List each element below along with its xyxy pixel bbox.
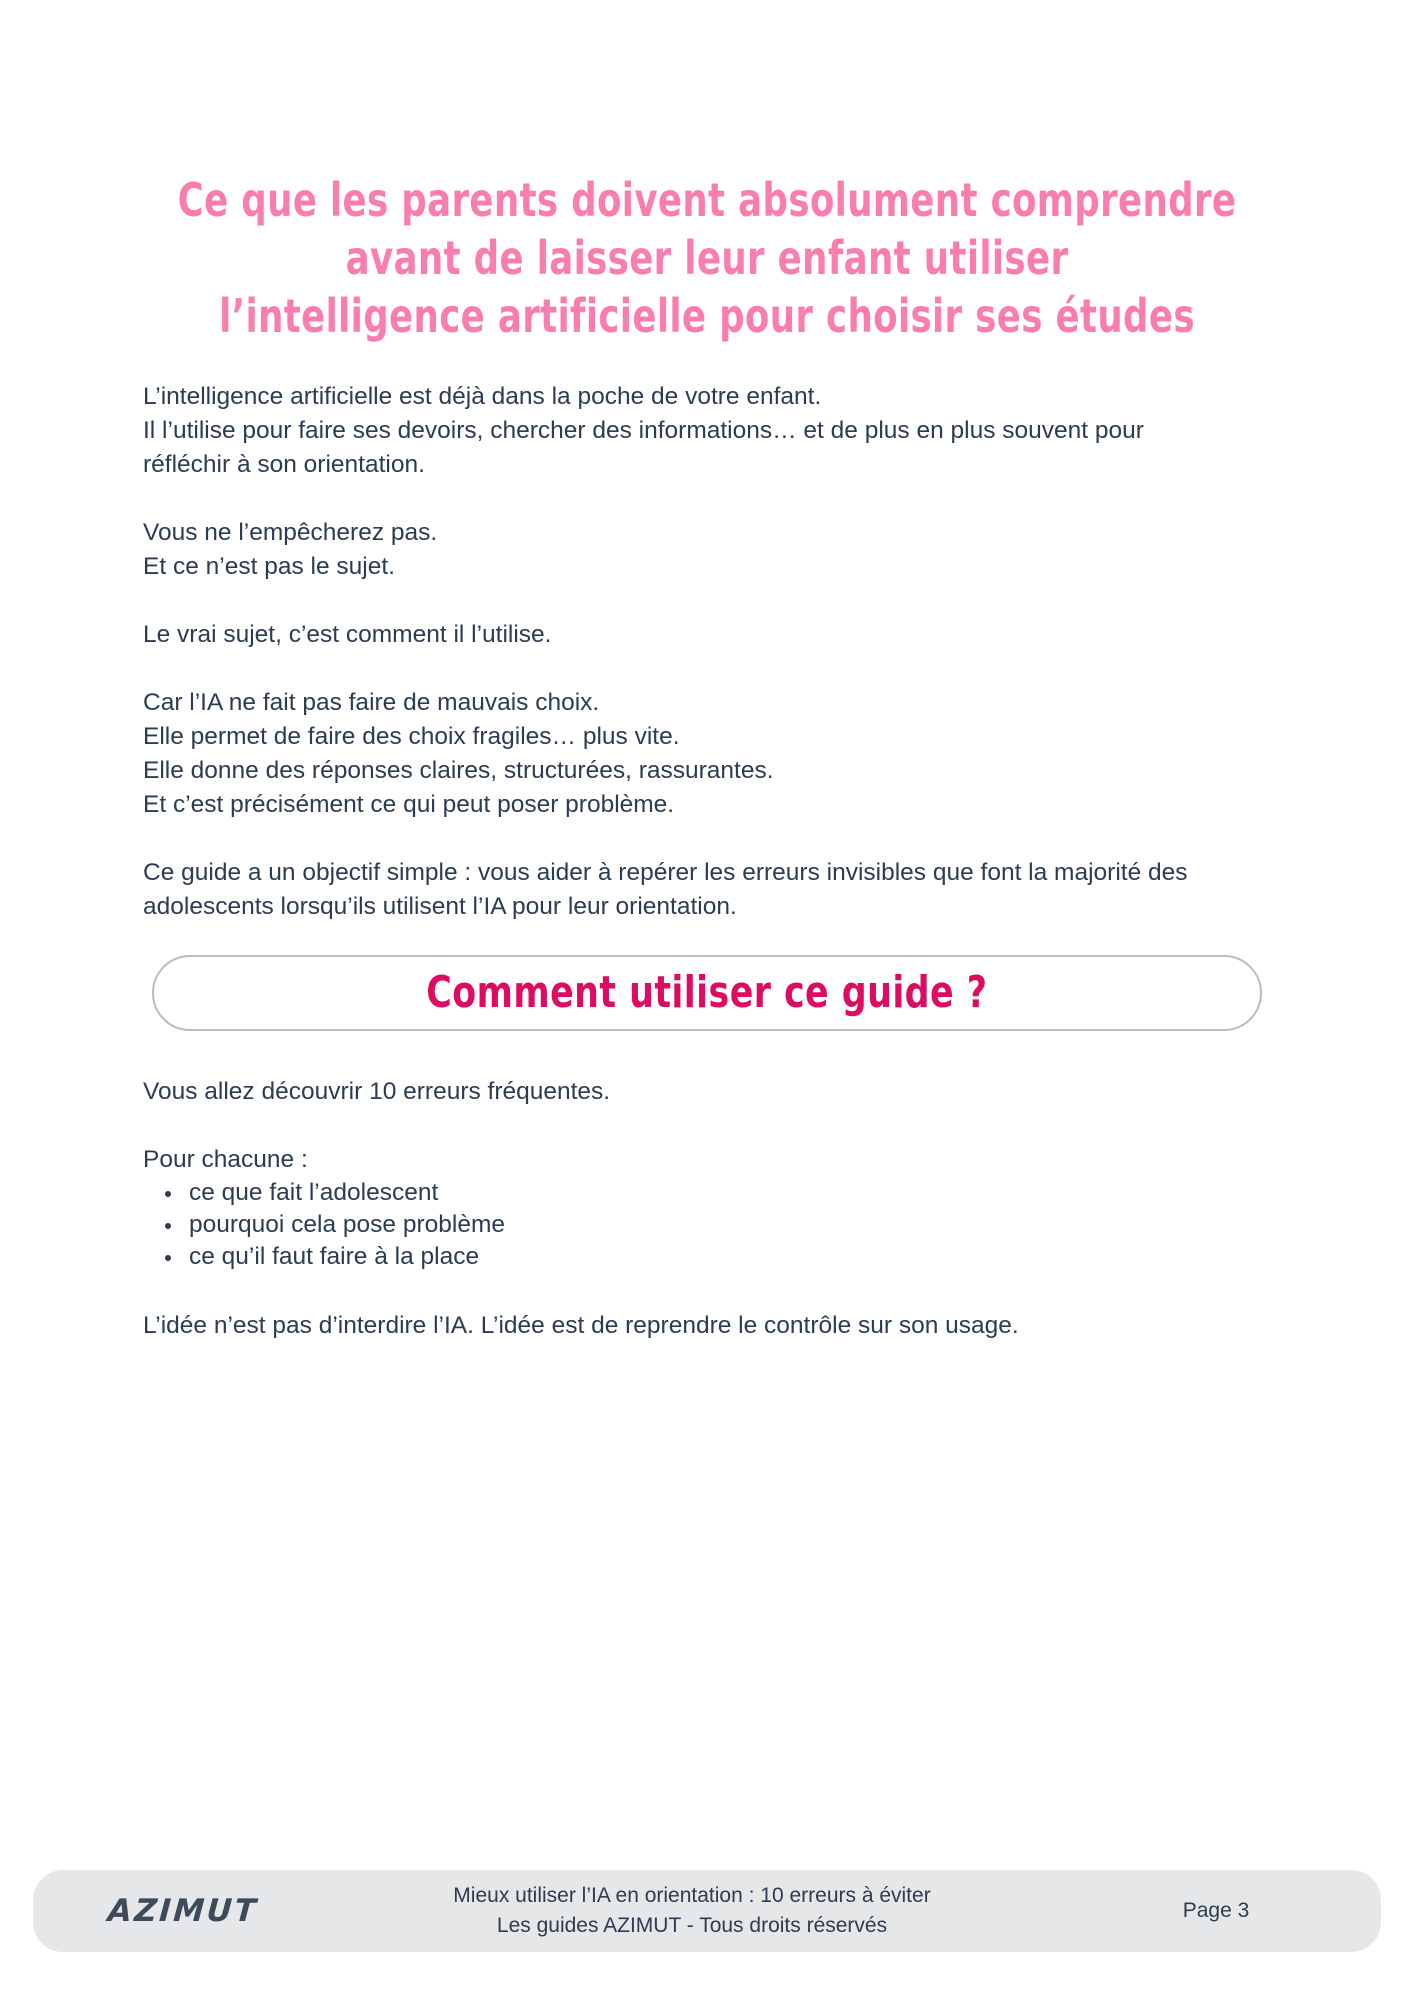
paragraph-line: Ce guide a un objectif simple : vous aider à repérer les erreurs invisibles que font la majorité des bbox=[143, 859, 1188, 886]
page-title-line-3: l’intelligence artificielle pour choisir ses études bbox=[219, 288, 1195, 343]
paragraph-line: Il l’utilise pour faire ses devoirs, chercher des informations… et de plus en plus souvent pour bbox=[143, 417, 1144, 444]
page-title bbox=[99, 171, 1315, 345]
paragraph-guide-objective bbox=[143, 856, 1271, 924]
section-heading-pill bbox=[152, 955, 1262, 1031]
paragraph-line: Elle permet de faire des choix fragiles… plus vite. bbox=[143, 723, 680, 750]
paragraph-line: adolescents lorsqu’ils utilisent l’IA pour leur orientation. bbox=[143, 893, 737, 920]
paragraph-ai-fragile-choices bbox=[143, 686, 1271, 822]
paragraph-cannot-prevent bbox=[143, 516, 1271, 584]
page-title-line-2: avant de laisser leur enfant utiliser bbox=[345, 230, 1069, 285]
footer-caption-line-2: Les guides AZIMUT - Tous droits réservés bbox=[496, 1914, 888, 1937]
intro-body bbox=[143, 380, 1271, 924]
footer-caption bbox=[333, 1881, 1051, 1941]
paragraph-ten-errors: Vous allez découvrir 10 erreurs fréquentes. bbox=[143, 1078, 611, 1105]
page-footer bbox=[33, 1870, 1381, 1952]
paragraph-line: Le vrai sujet, c’est comment il l’utilise. bbox=[143, 621, 552, 648]
list-item: ce que fait l’adolescent bbox=[189, 1177, 1271, 1209]
paragraph-line: réfléchir à son orientation. bbox=[143, 451, 425, 478]
paragraph-line: Vous ne l’empêcherez pas. bbox=[143, 519, 438, 546]
paragraph-line: Et ce n’est pas le sujet. bbox=[143, 553, 395, 580]
list-item: ce qu’il faut faire à la place bbox=[189, 1241, 1271, 1273]
paragraph-for-each: Pour chacune : bbox=[143, 1146, 308, 1173]
pill-border bbox=[152, 955, 1262, 1031]
paragraph-line: Et c’est précisément ce qui peut poser problème. bbox=[143, 791, 675, 818]
paragraph-real-subject bbox=[143, 618, 1271, 652]
paragraph-line: L’intelligence artificielle est déjà dans la poche de votre enfant. bbox=[143, 383, 822, 410]
paragraph-line: Car l’IA ne fait pas faire de mauvais choix. bbox=[143, 689, 600, 716]
pill-heading-label: Comment utiliser ce guide ? bbox=[426, 967, 988, 1018]
azimut-logo: AZIMUT bbox=[106, 1893, 260, 1929]
list-item: pourquoi cela pose problème bbox=[189, 1209, 1271, 1241]
page-title-line-1: Ce que les parents doivent absolument comprendre bbox=[177, 172, 1237, 227]
paragraph-intro bbox=[143, 380, 1271, 482]
page-number: Page 3 bbox=[1182, 1899, 1250, 1922]
paragraph-line: Elle donne des réponses claires, structurées, rassurantes. bbox=[143, 757, 774, 784]
footer-caption-line-1: Mieux utiliser l’IA en orientation : 10 erreurs à éviter bbox=[453, 1884, 931, 1907]
how-to-bullet-list bbox=[143, 1177, 1271, 1273]
how-to-body bbox=[143, 1075, 1271, 1377]
paragraph-closing: L’idée n’est pas d’interdire l’IA. L’idée est de reprendre le contrôle sur son usage. bbox=[143, 1312, 1019, 1339]
